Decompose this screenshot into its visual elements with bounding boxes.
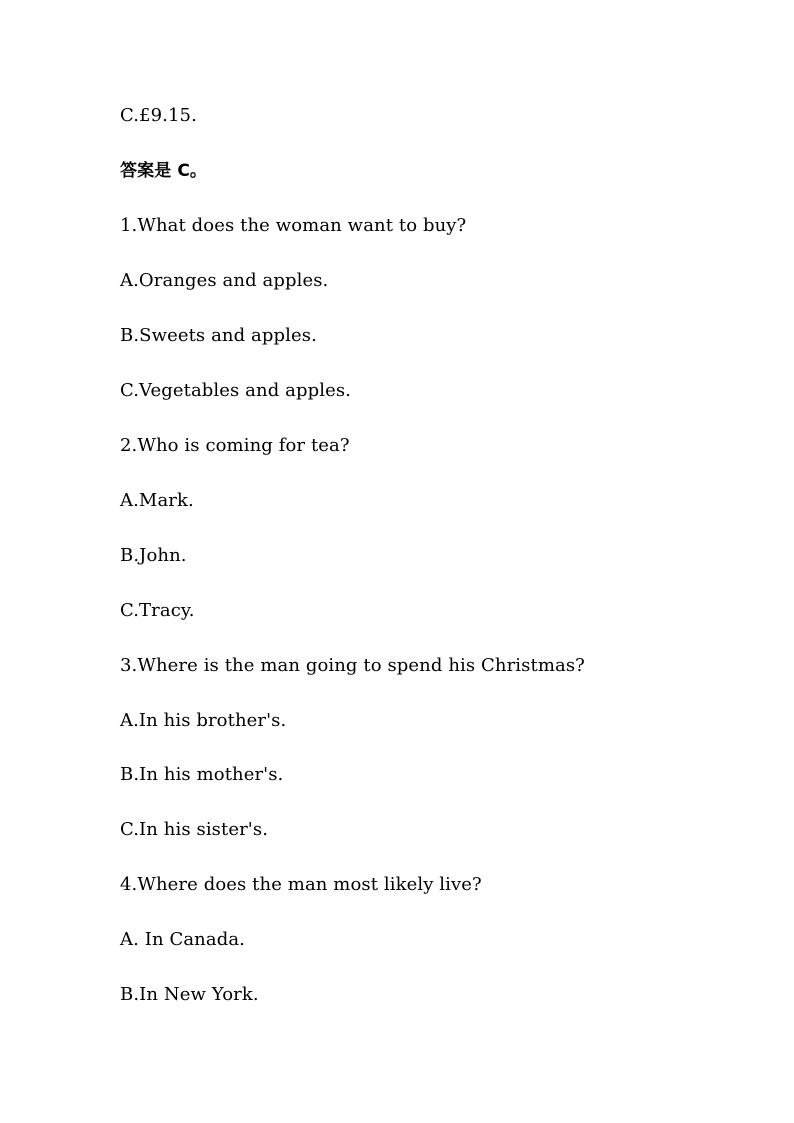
question-3: 3.Where is the man going to spend his Christmas? xyxy=(120,655,585,676)
q1-option-c: C.Vegetables and apples. xyxy=(120,380,351,401)
q2-option-a: A.Mark. xyxy=(120,490,194,511)
q3-option-c: C.In his sister's. xyxy=(120,819,269,840)
q2-option-c: C.Tracy. xyxy=(120,600,195,621)
option-c-price: C.£9.15. xyxy=(120,105,197,126)
q1-option-b: B.Sweets and apples. xyxy=(120,325,317,346)
q3-option-b: B.In his mother's. xyxy=(120,764,284,785)
question-1: 1.What does the woman want to buy? xyxy=(120,215,467,236)
question-4: 4.Where does the man most likely live? xyxy=(120,874,482,895)
q4-option-a: A. In Canada. xyxy=(120,929,245,950)
question-2: 2.Who is coming for tea? xyxy=(120,435,350,456)
answer-line: 答案是 C。 xyxy=(120,161,207,181)
q2-option-b: B.John. xyxy=(120,545,187,566)
q1-option-a: A.Oranges and apples. xyxy=(120,270,329,291)
q4-option-b: B.In New York. xyxy=(120,984,259,1005)
q3-option-a: A.In his brother's. xyxy=(120,710,287,731)
